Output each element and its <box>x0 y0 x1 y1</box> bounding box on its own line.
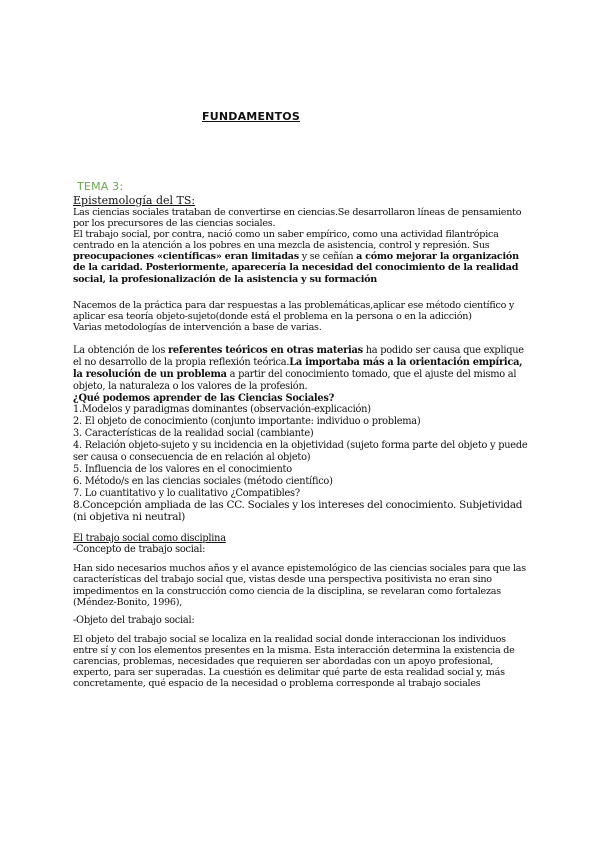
spacer <box>73 627 533 634</box>
section-heading-disciplina: El trabajo social como disciplina <box>73 532 226 544</box>
bold-run: a cómo mejorar la organización de la caridad. Posteriormente, aparecería la necesidad del conocimiento de la realidad social, la profesionalización de la asistencia y su formación <box>73 251 519 285</box>
list-item: 2. El objeto de conocimiento (conjunto importante: individuo o problema) <box>73 416 421 428</box>
text-run: ha podido ser causa que explique el no desarrollo de la propia reflexión teórica. <box>73 344 524 368</box>
list-item: 3. Características de la realidad social (cambiante) <box>73 428 314 440</box>
document-title: FUNDAMENTOS <box>202 110 300 123</box>
paragraph-referentes <box>73 345 533 393</box>
object-label: -Objeto del trabajo social: <box>73 614 195 626</box>
list-item: 5. Influencia de los valores en el conocimiento <box>73 464 292 475</box>
text-run: La obtención de los <box>73 344 168 356</box>
tema-label: TEMA 3: <box>77 180 124 193</box>
spacer <box>73 333 533 345</box>
spacer <box>73 608 533 615</box>
bold-run: preocupaciones «científicas» eran limitadas <box>73 251 299 263</box>
paragraph-objeto: El objeto del trabajo social se localiza en la realidad social donde interaccionan los individuos entre sí y con los elementos presentes en la misma. Esta interacción determina la existencia de carencias, problemas, necesidades que requieren ser abordadas con un apoyo profesional, experto, para ser superadas. La cuestión es delimitar qué parte de esta realidad social y, más concretamente, qué espacio de la necesidad o problema corresponde al trabajo sociales <box>73 633 515 689</box>
list-item: 4. Relación objeto-sujeto y su incidencia en la objetividad (sujeto forma parte del objeto y puede ser causa o consecuencia de en relación al objeto) <box>73 440 528 464</box>
spacer <box>73 556 533 563</box>
concept-label: -Concepto de trabajo social: <box>73 544 206 556</box>
text-run: y se ceñían <box>298 251 357 263</box>
bold-run: referentes teóricos en otras materias <box>167 344 363 356</box>
list-item: 1.Modelos y paradigmas dominantes (observación-explicación) <box>73 404 371 416</box>
document-body <box>73 194 533 689</box>
list-item: 8.Concepción ampliada de las CC. Sociales y los intereses del conocimiento. Subjetividad (ni objetiva ni neutral) <box>73 498 523 523</box>
text-run: El trabajo social, por contra, nació como un saber empírico, como una actividad filantrópica centrado en la atención a los pobres en una mezcla de asistencia, control y represión. Sus <box>73 229 499 252</box>
paragraph-practica: Nacemos de la práctica para dar respuestas a las problemáticas,aplicar ese método científico y aplicar esa teoría objeto-sujeto(donde está el problema en la persona o en la adicción) <box>73 299 515 322</box>
list-item: 6. Método/s en las ciencias sociales (método científico) <box>73 475 333 487</box>
spacer <box>73 285 533 300</box>
paragraph-metodologias: Varias metodologías de intervención a base de varias. <box>73 321 322 333</box>
section-heading-epistemologia: Epistemología del TS: <box>73 194 196 207</box>
bold-run: La importaba más a la orientación empírica, la resolución de un problema <box>73 356 523 380</box>
spacer <box>73 524 533 533</box>
text-run: a partir del conocimiento tomado, que el ajuste del mismo al objeto, la naturaleza o los valores de la profesión. <box>73 368 517 392</box>
paragraph-concepto: Han sido necesarios muchos años y el avance epistemológico de las ciencias sociales para que las características del trabajo social que, vistas desde una perspectiva positivista no eran sino impedimentos en la construcción como ciencia de la disciplina, se revelaran como fortalezas (Méndez-Bonito, 1996), <box>73 563 526 608</box>
paragraph-trabajo-social-origen <box>73 229 533 284</box>
list-item: 7. Lo cuantitativo y lo cualitativo ¿Compatibles? <box>73 487 300 499</box>
question-heading: ¿Qué podemos aprender de las Ciencias Sociales? <box>73 392 335 404</box>
paragraph-ciencias-sociales: Las ciencias sociales trataban de convertirse en ciencias.Se desarrollaron líneas de pensamiento por los precursores de las ciencias sociales. <box>73 207 522 230</box>
